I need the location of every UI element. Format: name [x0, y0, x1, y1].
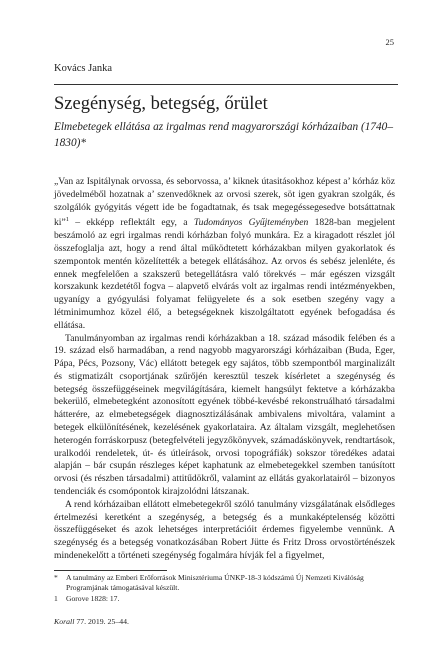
journal-name: Korall [54, 617, 75, 626]
page-number: 25 [385, 37, 394, 47]
header-rule [54, 84, 398, 85]
footnote-text: Gorove 1828: 17. [66, 593, 120, 603]
footnotes [54, 573, 395, 604]
body-paragraph [54, 499, 395, 563]
paragraph-text: A rend kórházaiban ellátott elmebetegekről szóló tanulmány vizsgálatának elsődleges értelmezési keretként a szegénység, a betegség és a munkaképtelenség közötti összefüggéseket és azok lehetséges interpretációit érdemes figyelembe vennünk. A szegénység és a betegség vonatkozásában Robert Jütte és Fritz Dross orvostörténészek mindenekelőtt a történeti szegénység fogalmára hívják fel a figyelmet, [54, 498, 395, 561]
paragraph-text: – ekképp reflektált egy, a [68, 217, 194, 229]
body-paragraph [54, 176, 395, 333]
footnote [54, 594, 395, 604]
author-name: Kovács Janka [54, 63, 113, 74]
body-paragraph [54, 333, 395, 499]
article-subtitle: Elmebetegek ellátása az irgalmas rend magyarországi kórházaiban (1740–1830)* [54, 121, 393, 149]
journal-citation [54, 617, 129, 626]
paragraph-text: 1828-ban megjelent beszámoló az egri irgalmas rendi kórházban folyó munkára. Ez a kiragadott részlet jól összefoglalja azt, hogy a rend által működtetett kórházakban milyen gyakorlatok és szempontok mentén közelítették a betegek ellátásához. Az orvos és sebész jelenléte, és ennek megfelelően a szakszerű betegellátásra való törekvés – már egészen vizsgált korszakunk kezdetétől fogva – alapvető elvárás volt az irgalmas rendi intézményekben, ugyanígy a gyógyulási folyamat felügyelete és a sok esetben szegény vagy a létminimumhoz közel élő, a betegségeknek kiszolgáltatott egyének befogadása és ellátása. [54, 217, 396, 331]
footnote-text: A tanulmány az Emberi Erőforrások Minisztériuma ÚNKP-18-3 kódszámú Új Nemzeti Kiválóság Programjának támogatásával készült. [66, 573, 364, 593]
paragraph-text: Tanulmányomban az irgalmas rendi kórházakban a 18. század második felében és a 19. század első harmadában, a rend nagyobb magyarországi kórházaiban (Buda, Eger, Pápa, Pécs, Pozsony, Vác) ellátott betegek egy sajátos, több szempontból marginalizált és stigmatizált csoportjának szűrőjén keresztül teszek kísérletet a szegénység és betegség összefüggéseinek megvilágítására, kiemelt hangsúlyt fektetve a kórházakba bekerülő, elmebetegként azonosított egyének többé-kevésbé rekonstruálható társadalmi hátterére, az elmebetegségek diagnosztizálásának ambivalens mivoltára, valamint a betegek elkülönítésének, kezelésének gyakorlataira. Az általam vizsgált, meglehetősen heterogén forráskorpusz (betegfelvételi jegyzőkönyvek, számadáskönyvek, rendtartások, uralkodói rendeletek, út- és útleírások, orvosi topográfiák) sokszor töredékes adatai alapján – bár csupán részleges képet kaphatunk az elmebetegekkel szemben tanúsított orvosi (és részben társadalmi) attitűdökről, valamint az ellátás gyakorlatairól – bizonyos tendenciák és csomópontok kirajzolódni látszanak. [54, 332, 395, 497]
paragraph-text: „Van az Ispitálynak orvossa, és seborvossa, a’ kiknek útasitásokhoz képest a’ kórház köz jövedelméből hozatnak a’ szenvedőknek az orvosi szerek, söt igen gyakran szolgák, és szolgálók gyógyitás végett ide be fogadtatnak, és tsak megegéssegesedve botsáttatnak ki” [54, 176, 395, 229]
footnote-ref[interactable]: 1 [65, 216, 69, 224]
journal-issue: 77. 2019. 25–44. [74, 617, 129, 626]
article-body [54, 176, 395, 563]
emphasis-text: Tudományos Gyűjteményben [193, 217, 309, 229]
footnote-rule [54, 570, 167, 571]
article-title: Szegénység, betegség, őrület [54, 94, 268, 114]
footnote-mark: * [54, 573, 58, 582]
footnote [54, 573, 395, 594]
footnote-mark: 1 [54, 593, 58, 603]
